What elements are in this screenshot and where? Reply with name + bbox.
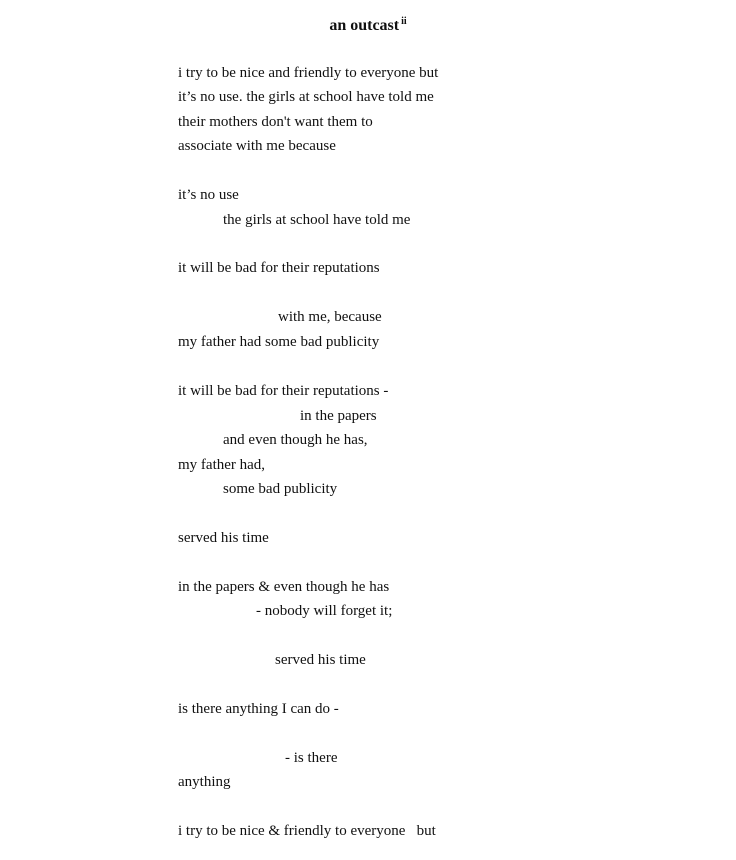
poem-line: it’s no use — [178, 187, 239, 203]
poem-line: my father had, — [178, 457, 266, 473]
poem-line: the girls at school have told me — [223, 212, 411, 228]
poem-line: associate with me because — [178, 138, 336, 154]
poem-line: served his time — [275, 652, 366, 668]
poem-line: in the papers — [300, 408, 377, 424]
poem-title — [0, 12, 736, 36]
poem-line: it will be bad for their reputations — [178, 260, 380, 276]
poem-line: i try to be nice and friendly to everyone but — [178, 65, 439, 81]
poem-line: anything — [178, 774, 231, 790]
poem-line: and even though he has, — [223, 432, 368, 448]
poem-line: it’s no use. the girls at school have told me — [178, 89, 434, 105]
poem-line: it will be bad for their reputations - — [178, 383, 389, 399]
poem-line: in the papers & even though he has — [178, 579, 390, 595]
poem-line: my father had some bad publicity — [178, 334, 380, 350]
poem-title-text: an outcast — [329, 17, 400, 34]
poem-line: - is there — [285, 750, 338, 766]
footnote-marker: ii — [401, 16, 407, 27]
poem-line: with me, because — [278, 309, 382, 325]
poem-line: is there anything I can do - — [178, 701, 339, 717]
poem-line: their mothers don't want them to — [178, 114, 373, 130]
poem-line: some bad publicity — [223, 481, 338, 497]
poem-line: - nobody will forget it; — [256, 603, 393, 619]
poem-line: i try to be nice & friendly to everyone but — [178, 823, 436, 839]
poem-line: served his time — [178, 530, 269, 546]
